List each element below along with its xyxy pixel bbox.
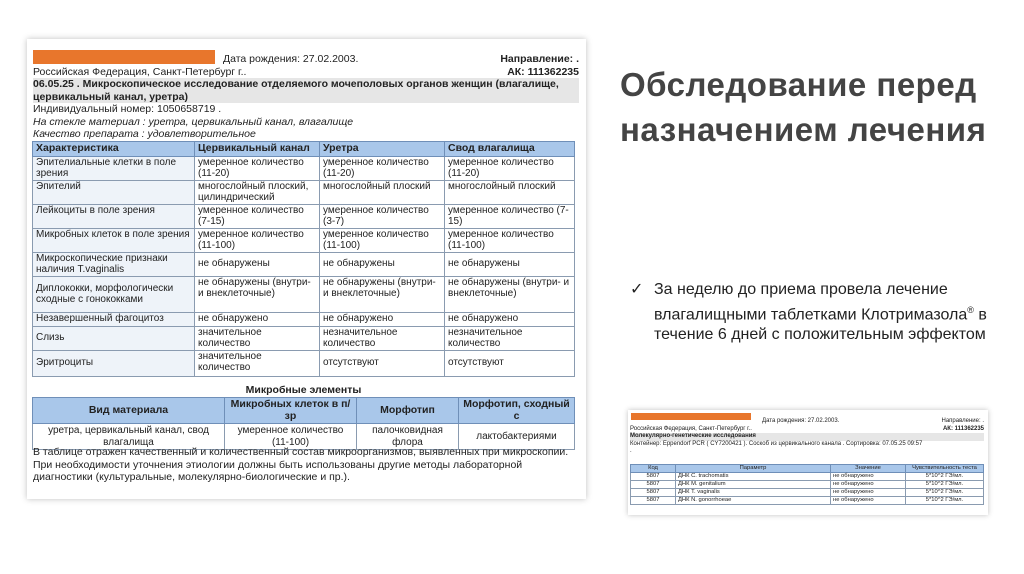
header-row-2: [33, 66, 579, 79]
table-cell: не обнаружены (внутри- и внеклеточные): [195, 276, 320, 312]
table-cell: 5807: [631, 473, 676, 481]
pcr-header-row-1: [630, 412, 984, 426]
study-title: 06.05.25 . Микроскопическое исследование отделяемого мочеполовых органов женщин (влагалище, цервикальный канал, уретра): [33, 78, 579, 103]
microscopy-table: [32, 141, 575, 377]
pcr-birth-date: Дата рождения: 27.02.2003.: [762, 418, 840, 424]
table-cell: не обнаружены (внутри- и внеклеточные): [320, 276, 445, 312]
table-header-row: [631, 465, 984, 473]
table-cell: отсутствуют: [320, 350, 445, 376]
table-cell: значительное количество: [195, 350, 320, 376]
direction: Направление: .: [500, 53, 579, 65]
header-cell: Параметр: [676, 465, 831, 473]
table-cell: ДНК C. trachomatis: [676, 473, 831, 481]
pcr-report-header: [630, 412, 984, 456]
header-cell: Цервикальный канал: [195, 142, 320, 157]
header-cell: Свод влагалища: [445, 142, 575, 157]
table-cell: Лейкоциты в поле зрения: [33, 204, 195, 228]
header-cell: Уретра: [320, 142, 445, 157]
microbial-elements-title: Микробные элементы: [245, 384, 362, 396]
table-cell: незначительное количество: [320, 326, 445, 350]
bullet-item: [630, 280, 1000, 345]
table-cell: не обнаружены: [320, 252, 445, 276]
pcr-ak-number: АК: 111362235: [942, 425, 984, 432]
table-cell: ДНК M. genitalium: [676, 481, 831, 489]
table-cell: умеренное количество (11-100): [225, 424, 357, 450]
table-cell: палочковидная флора: [357, 424, 459, 450]
table-cell: Незавершенный фагоцитоз: [33, 312, 195, 326]
slide-title: Обследование перед назначением лечения: [620, 66, 987, 148]
table-cell: умеренное количество (11-100): [195, 228, 320, 252]
header-row-1: [33, 43, 579, 66]
table-cell: не обнаружены (внутри- и внеклеточные): [445, 276, 575, 312]
pcr-report-image: [628, 410, 988, 515]
pcr-location: Российская Федерация, Санкт-Петербург г..: [630, 425, 752, 432]
individual-number: Индивидуальный номер: 1050658719 .: [33, 103, 222, 115]
table-cell: умеренное количество (11-20): [445, 156, 575, 180]
header-cell: Морфотип, сходный с: [459, 398, 575, 424]
table-cell: Эпителиальные клетки в поле зрения: [33, 156, 195, 180]
table-cell: многослойный плоский: [445, 180, 575, 204]
birth-date: Дата рождения: 27.02.2003.: [223, 53, 359, 65]
table-cell: Эпителий: [33, 180, 195, 204]
pcr-study-title: Молекулярно-генетические исследования: [630, 433, 984, 441]
registered-mark: ®: [967, 305, 974, 315]
table-row: [33, 204, 575, 228]
table-cell: умеренное количество (11-100): [445, 228, 575, 252]
header-cell: Вид материала: [33, 398, 225, 424]
pcr-dot: .: [630, 448, 632, 454]
header-cell: Микробных клеток в п/зр: [225, 398, 357, 424]
table-cell: 5807: [631, 497, 676, 505]
table-cell: умеренное количество (11-20): [195, 156, 320, 180]
table-row: [631, 497, 984, 505]
table-cell: Слизь: [33, 326, 195, 350]
header-cell: Код: [631, 465, 676, 473]
table-row: [33, 228, 575, 252]
table-cell: уретра, цервикальный канал, свод влагалища: [33, 424, 225, 450]
pcr-container: Контейнер: Eppendorf PCR ( CY7200421 ). Соскоб из цервикального канала . Сортировка: 07.05.25 09:57: [630, 440, 923, 447]
table-cell: умеренное количество (11-20): [320, 156, 445, 180]
table-cell: умеренное количество (11-100): [320, 228, 445, 252]
table-cell: многослойный плоский: [320, 180, 445, 204]
table-cell: Диплококки, морфологически сходные с гонококками: [33, 276, 195, 312]
table-cell: Микробных клеток в поле зрения: [33, 228, 195, 252]
table-cell: 5807: [631, 489, 676, 497]
table-cell: 5*10^2 ГЭ/мл.: [906, 497, 984, 505]
pcr-header-row-2: [630, 426, 984, 434]
table-row: [33, 180, 575, 204]
report-header: [33, 43, 579, 141]
table-row: [33, 326, 575, 350]
table-header-row: [33, 398, 575, 424]
table-cell: 5*10^2 ГЭ/мл.: [906, 489, 984, 497]
checkmark-icon: ✓: [630, 281, 644, 298]
glass-material: На стекле материал : уретра, цервикальный канал, влагалище: [33, 115, 354, 128]
table-row: [33, 350, 575, 376]
bullet-text: [654, 280, 1000, 345]
table-cell: не обнаружены: [445, 252, 575, 276]
table-cell: отсутствуют: [445, 350, 575, 376]
header-cell: Морфотип: [357, 398, 459, 424]
location: Российская Федерация, Санкт-Петербург г..: [33, 65, 247, 78]
table-row: [33, 312, 575, 326]
table-cell: Микроскопические признаки наличия T.vaginalis: [33, 252, 195, 276]
table-cell: не обнаружено: [831, 497, 906, 505]
microbial-table: [32, 397, 575, 450]
table-cell: 5*10^2 ГЭ/мл.: [906, 473, 984, 481]
table-cell: 5*10^2 ГЭ/мл.: [906, 481, 984, 489]
table-cell: не обнаружено: [445, 312, 575, 326]
table-cell: значительное количество: [195, 326, 320, 350]
header-cell: Чувствительность теста: [906, 465, 984, 473]
table-cell: не обнаружено: [320, 312, 445, 326]
bullet-text-part-1: За неделю до приема провела лечение влагалищными таблетками Клотримазола: [654, 281, 968, 324]
report-footnote: В таблице отражен качественный и количественный состав микроорганизмов, выявленных при микроскопии. При необходимости уточнения этиологии должны быть использованы другие методы лабораторной диагностики (культуральные, молекулярно-биологические и пр.).: [33, 446, 569, 483]
table-row: [631, 473, 984, 481]
table-cell: 5807: [631, 481, 676, 489]
pcr-direction: Направление: .: [941, 418, 984, 424]
table-row: [33, 276, 575, 312]
ak-number: АК: 111362235: [507, 65, 579, 78]
table-cell: не обнаружено: [831, 489, 906, 497]
table-row: [33, 156, 575, 180]
table-cell: незначительное количество: [445, 326, 575, 350]
pcr-table: [630, 464, 984, 505]
table-cell: не обнаружены: [195, 252, 320, 276]
specimen-quality: Качество препарата : удовлетворительное: [33, 128, 256, 140]
table-cell: умеренное количество (7-15): [445, 204, 575, 228]
table-cell: не обнаружено: [195, 312, 320, 326]
table-row: [33, 252, 575, 276]
bullet-text-part-2: в течение 6 дней с положительным эффектом: [654, 306, 987, 344]
table-cell: многослойный плоский, цилиндрический: [195, 180, 320, 204]
header-cell: Значение: [831, 465, 906, 473]
table-cell: ДНК T. vaginalis: [676, 489, 831, 497]
table-row: [631, 489, 984, 497]
microscopy-report-image: [27, 39, 586, 499]
header-cell: Характеристика: [33, 142, 195, 157]
table-cell: Эритроциты: [33, 350, 195, 376]
table-cell: умеренное количество (7-15): [195, 204, 320, 228]
table-cell: не обнаружено: [831, 473, 906, 481]
table-cell: ДНК N. gonorrhoeae: [676, 497, 831, 505]
table-row: [631, 481, 984, 489]
table-cell: умеренное количество (3-7): [320, 204, 445, 228]
table-cell: лактобактериями: [459, 424, 575, 450]
table-cell: не обнаружено: [831, 481, 906, 489]
table-header-row: [33, 142, 575, 157]
